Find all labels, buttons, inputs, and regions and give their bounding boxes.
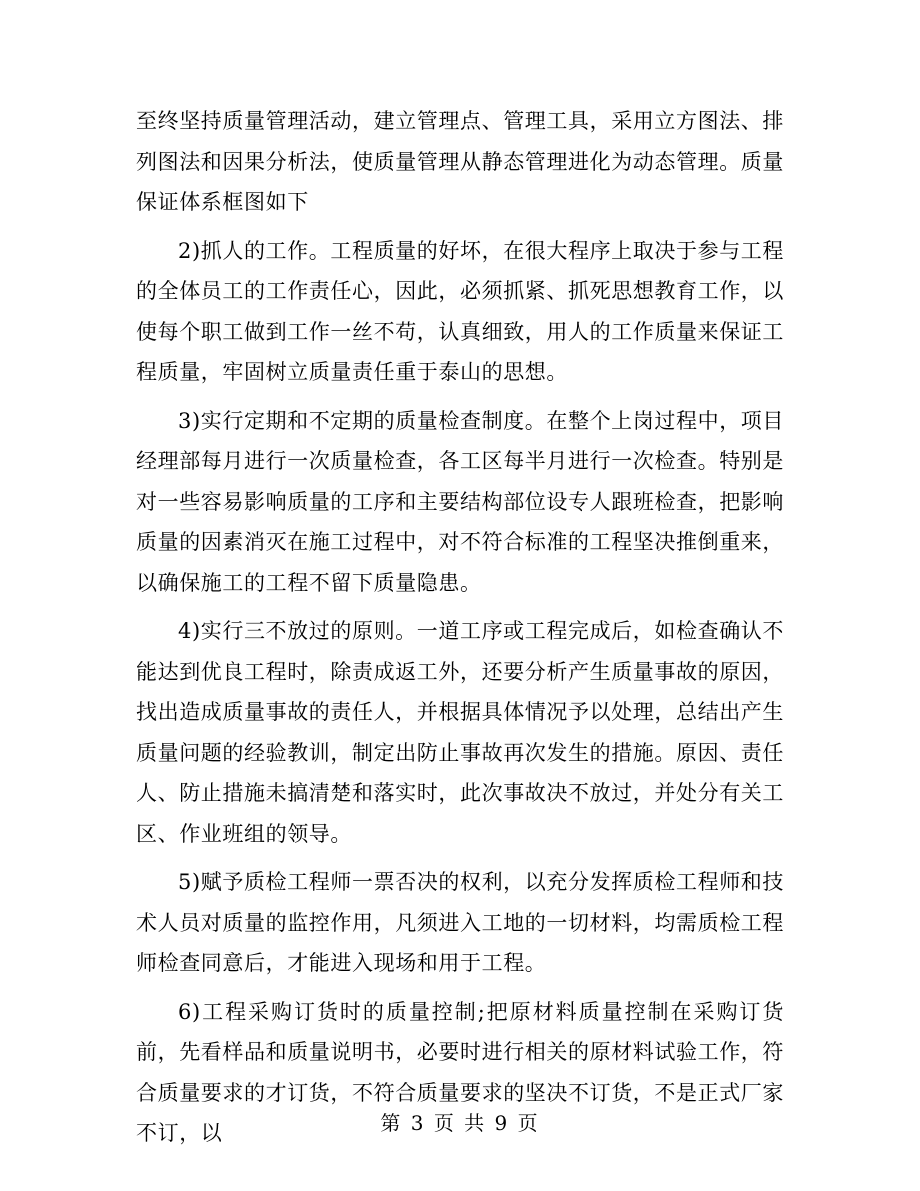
page-body — [136, 101, 784, 1162]
paragraph-item-4: 4)实行三不放过的原则。一道工序或工程完成后，如检查确认不能达到优良工程时，除责成返工外，还要分析产生质量事故的原因，找出造成质量事故的责任人，并根据具体情况予以处理，总结出产生质量问题的经验教训，制定出防止事故再次发生的措施。原因、责任人、防止措施未搞清楚和落实时，此次事故决不放过，并处分有关工区、作业班组的领导。 — [136, 619, 784, 846]
page-number-footer: 第 3 页 共 9 页 — [380, 1111, 540, 1135]
paragraph-item-6: 6)工程采购订货时的质量控制;把原材料质量控制在采购订货前，先看样品和质量说明书，必要时进行相关的原材料试验工作，符合质量要求的才订货，不符合质量要求的坚决不订货，不是正式厂家不订，以 — [136, 999, 784, 1145]
paragraph-item-2: 2)抓人的工作。工程质量的好坏，在很大程序上取决于参与工程的全体员工的工作责任心，因此，必须抓紧、抓死思想教育工作，以使每个职工做到工作一丝不苟，认真细致，用人的工作质量来保证工程质量，牢固树立质量责任重于泰山的思想。 — [136, 238, 784, 384]
paragraph-continuation: 至终坚持质量管理活动，建立管理点、管理工具，采用立方图法、排列图法和因果分析法，使质量管理从静态管理进化为动态管理。质量保证体系框图如下 — [136, 109, 784, 214]
paragraph-item-3: 3)实行定期和不定期的质量检查制度。在整个上岗过程中，项目经理部每月进行一次质量检查，各工区每半月进行一次检查。特别是对一些容易影响质量的工序和主要结构部位设专人跟班检查，把影响质量的因素消灭在施工过程中，对不符合标准的工程坚决推倒重来，以确保施工的工程不留下质量隐患。 — [136, 408, 784, 595]
paragraph-item-5: 5)赋予质检工程师一票否决的权利，以充分发挥质检工程师和技术人员对质量的监控作用，凡须进入工地的一切材料，均需质检工程师检查同意后，才能进入现场和用于工程。 — [136, 870, 784, 975]
